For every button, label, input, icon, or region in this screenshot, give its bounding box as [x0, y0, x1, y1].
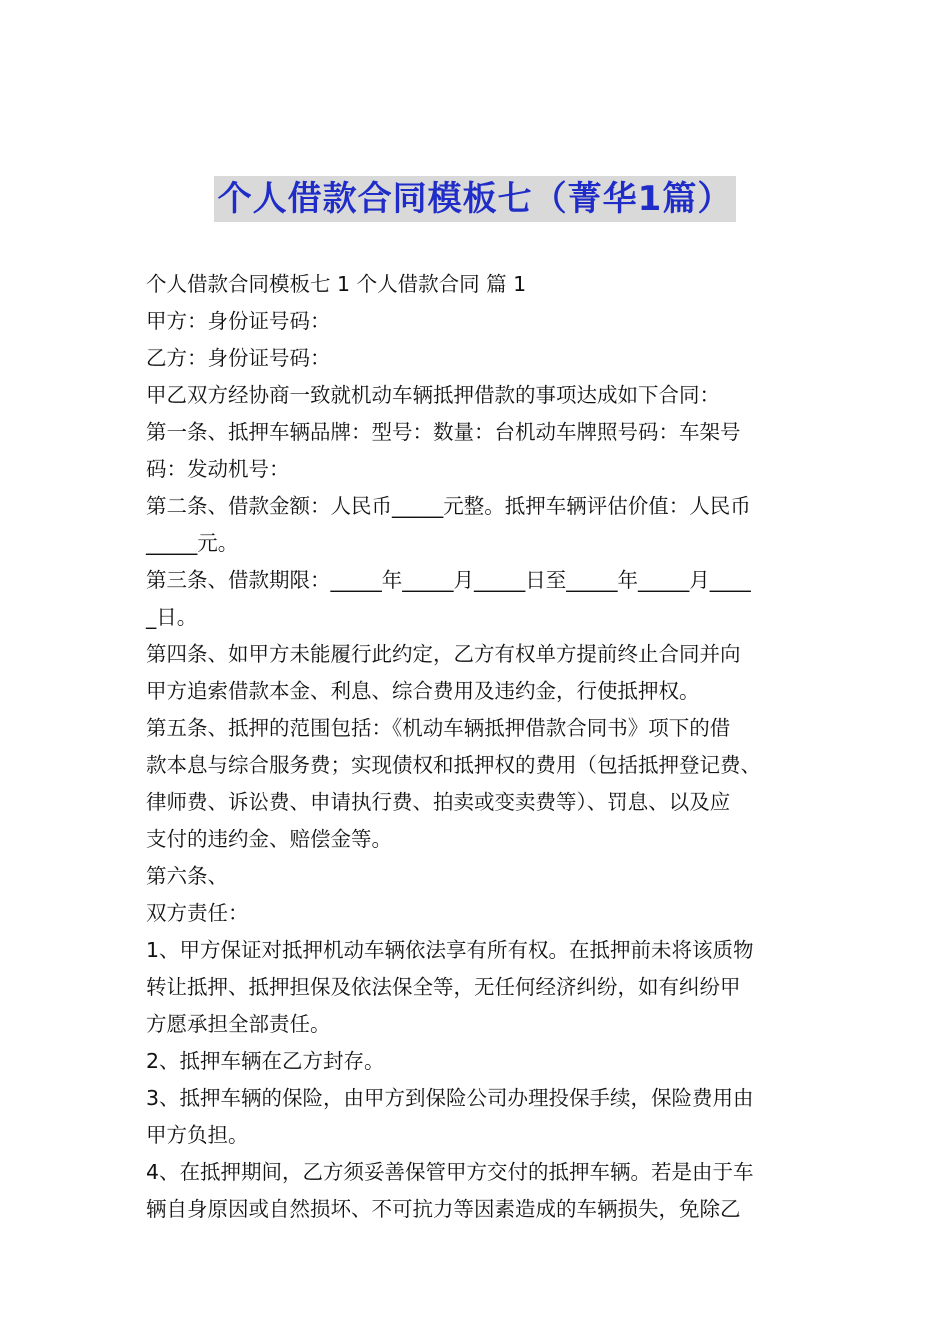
body-line: 个人借款合同模板七 1 个人借款合同 篇 1 [146, 272, 527, 296]
body-line: 第六条、 [146, 864, 228, 888]
body-line: 1、甲方保证对抵押机动车辆依法享有所有权。在抵押前未将该质物 [146, 938, 754, 962]
body-line: _____元。 [146, 531, 239, 555]
body-line: 第三条、借款期限：_____年_____月_____日至_____年_____月____ [146, 568, 751, 592]
body-line: 方愿承担全部责任。 [146, 1012, 331, 1036]
document-title: 个人借款合同模板七（菁华1篇） [214, 176, 737, 222]
title-container [0, 176, 950, 222]
body-line: 款本息与综合服务费；实现债权和抵押权的费用（包括抵押登记费、 [146, 753, 761, 777]
body-line: 2、抵押车辆在乙方封存。 [146, 1049, 385, 1073]
body-line: 律师费、诉讼费、申请执行费、拍卖或变卖费等）、罚息、以及应 [146, 790, 731, 814]
body-line: _日。 [146, 605, 198, 629]
body-line: 码：发动机号： [146, 457, 290, 481]
body-line: 第四条、如甲方未能履行此约定，乙方有权单方提前终止合同并向 [146, 642, 741, 666]
body-line: 辆自身原因或自然损坏、不可抗力等因素造成的车辆损失，免除乙 [146, 1197, 741, 1221]
body-line: 支付的违约金、赔偿金等。 [146, 827, 392, 851]
body-line: 甲方追索借款本金、利息、综合费用及违约金，行使抵押权。 [146, 679, 700, 703]
body-line: 乙方：身份证号码： [146, 346, 331, 370]
body-line: 甲方负担。 [146, 1123, 249, 1147]
body-line: 转让抵押、抵押担保及依法保全等，无任何经济纠纷，如有纠纷甲 [146, 975, 741, 999]
body-line: 3、抵押车辆的保险，由甲方到保险公司办理投保手续，保险费用由 [146, 1086, 754, 1110]
body-line: 第二条、借款金额：人民币_____元整。抵押车辆评估价值：人民币 [146, 494, 751, 518]
body-line: 甲方：身份证号码： [146, 309, 331, 333]
body-line: 第一条、抵押车辆品牌：型号：数量：台机动车牌照号码：车架号 [146, 420, 741, 444]
body-line: 4、在抵押期间，乙方须妥善保管甲方交付的抵押车辆。若是由于车 [146, 1160, 754, 1184]
document-body [146, 266, 810, 1228]
body-line: 第五条、抵押的范围包括：《机动车辆抵押借款合同书》项下的借 [146, 716, 731, 740]
body-line: 甲乙双方经协商一致就机动车辆抵押借款的事项达成如下合同： [146, 383, 720, 407]
body-line: 双方责任： [146, 901, 249, 925]
